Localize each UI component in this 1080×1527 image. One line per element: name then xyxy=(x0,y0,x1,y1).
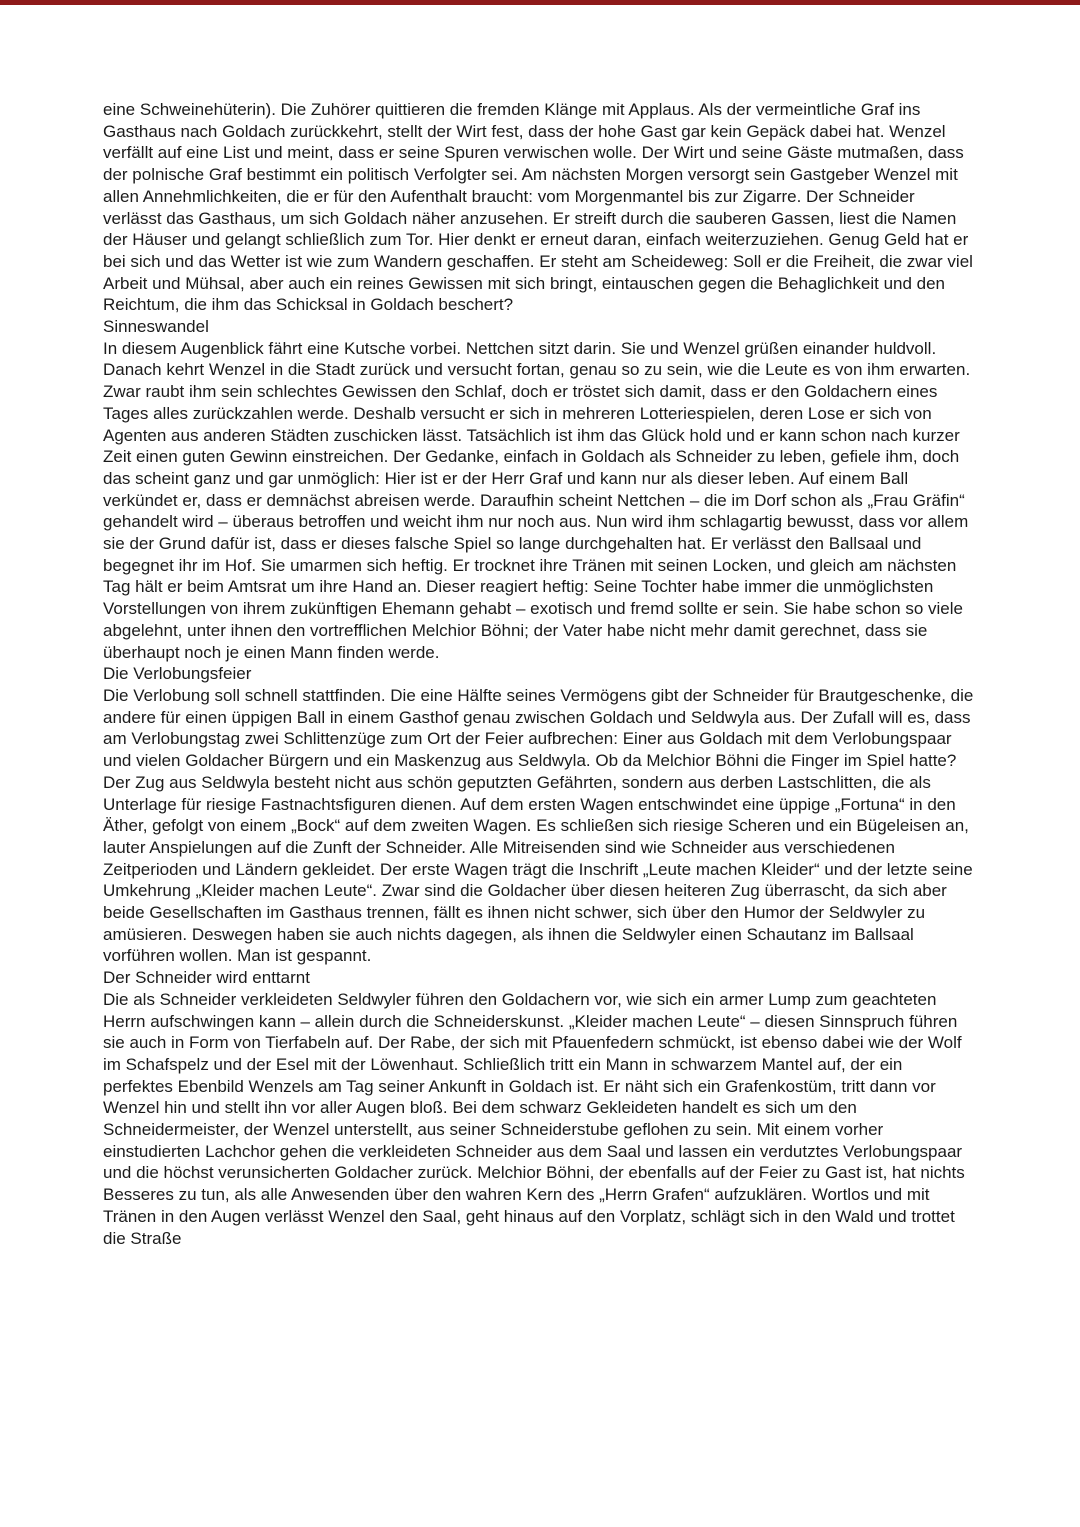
section-heading: Der Schneider wird enttarnt xyxy=(103,968,310,988)
body-paragraph: eine Schweinehüterin). Die Zuhörer quittieren die fremden Klänge mit Applaus. Als der vermeintliche Graf ins Gasthaus nach Goldach zurückkehrt, stellt der Wirt fest, dass der hohe Gast gar kein Gepäck dabei hat. Wenzel verfällt auf eine List und meint, dass er seine Spuren verwischen wolle. Der Wirt und seine Gäste mutmaßen, dass der polnische Graf bestimmt ein politisch Verfolgter sei. Am nächsten Morgen versorgt sein Gastgeber Wenzel mit allen Annehmlichkeiten, die er für den Aufenthalt braucht: vom Morgenmantel bis zur Zigarre. Der Schneider verlässt das Gasthaus, um sich Goldach näher anzusehen. Er streift durch die sauberen Gassen, liest die Namen der Häuser und gelangt schließlich zum Tor. Hier denkt er erneut daran, einfach weiterzuziehen. Genug Geld hat er bei sich und das Wetter ist wie zum Wandern geschaffen. Er steht am Scheideweg: Soll er die Freiheit, die zwar viel Arbeit und Mühsal, aber auch ein reines Gewissen mit sich bringt, eintauschen gegen die Behaglichkeit und den Reichtum, die ihm das Schicksal in Goldach beschert? xyxy=(103,100,973,315)
document-body xyxy=(103,99,976,1249)
section-heading: Sinneswandel xyxy=(103,317,209,337)
top-edge-bar xyxy=(0,0,1080,5)
body-paragraph: Die Verlobung soll schnell stattfinden. Die eine Hälfte seines Vermögens gibt der Schneider für Brautgeschenke, die andere für einen üppigen Ball in einem Gasthof genau zwischen Goldach und Seldwyla aus. Der Zufall will es, dass am Verlobungstag zwei Schlittenzüge zum Ort der Feier aufbrechen: Einer aus Goldach mit dem Verlobungspaar und vielen Goldacher Bürgern und ein Maskenzug aus Seldwyla. Ob da Melchior Böhni die Finger im Spiel hatte? Der Zug aus Seldwyla besteht nicht aus schön geputzten Gefährten, sondern aus derben Lastschlitten, die als Unterlage für riesige Fastnachtsfiguren dienen. Auf dem ersten Wagen entschwindet eine üppige „Fortuna“ in den Äther, gefolgt von einem „Bock“ auf dem zweiten Wagen. Es schließen sich riesige Scheren und ein Bügeleisen an, lauter Anspielungen auf die Zunft der Schneider. Alle Mitreisenden sind wie Schneider aus verschiedenen Zeitperioden und Ländern gekleidet. Der erste Wagen trägt die Inschrift „Leute machen Kleider“ und der letzte seine Umkehrung „Kleider machen Leute“. Zwar sind die Goldacher über diesen heiteren Zug überrascht, da sich aber beide Gesellschaften im Gasthaus trennen, fällt es ihnen nicht schwer, sich über den Humor der Seldwyler zu amüsieren. Deswegen haben sie auch nichts dagegen, als ihnen die Seldwyler einen Schautanz im Ballsaal vorführen wollen. Man ist gespannt. xyxy=(103,685,974,966)
body-paragraph: Die als Schneider verkleideten Seldwyler führen den Goldachern vor, wie sich ein armer Lump zum geachteten Herrn aufschwingen kann – allein durch die Schneiderskunst. „Kleider machen Leute“ – diesen Sinnspruch führen sie auch in Form von Tierfabeln auf. Der Rabe, der sich mit Pfauenfedern schmückt, ist ebenso dabei wie der Wolf im Schafspelz und der Esel mit der Löwenhaut. Schließlich tritt ein Mann in schwarzem Mantel auf, der ein perfektes Ebenbild Wenzels am Tag seiner Ankunft in Goldach ist. Er näht sich ein Grafenkostüm, tritt dann vor Wenzel hin und stellt ihn vor aller Augen bloß. Bei dem schwarz Gekleideten handelt es sich um den Schneidermeister, der Wenzel unterstellt, aus seiner Schneiderstube geflohen zu sein. Mit einem vorher einstudierten Lachchor gehen die verkleideten Schneider aus dem Saal und lassen ein verdutztes Verlobungspaar und die höchst verunsicherten Goldacher zurück. Melchior Böhni, der ebenfalls auf der Feier zu Gast ist, hat nichts Besseres zu tun, als alle Anwesenden über den wahren Kern des „Herrn Grafen“ aufzuklären. Wortlos und mit Tränen in den Augen verlässt Wenzel den Saal, geht hinaus auf den Vorplatz, schlägt sich in den Wald und trottet die Straße xyxy=(103,989,965,1248)
body-paragraph: In diesem Augenblick fährt eine Kutsche vorbei. Nettchen sitzt darin. Sie und Wenzel grüßen einander huldvoll. Danach kehrt Wenzel in die Stadt zurück und versucht fortan, genau so zu sein, wie die Leute es von ihm erwarten. Zwar raubt ihm sein schlechtes Gewissen den Schlaf, doch er tröstet sich damit, dass er den Goldachern eines Tages alles zurückzahlen werde. Deshalb versucht er sich in mehreren Lotteriespielen, deren Lose er sich von Agenten aus anderen Städten zuschicken lässt. Tatsächlich ist ihm das Glück hold und er kann schon nach kurzer Zeit einen guten Gewinn einstreichen. Der Gedanke, einfach in Goldach als Schneider zu leben, gefiele ihm, doch das scheint ganz und gar unmöglich: Hier ist er der Herr Graf und kann nur als dieser leben. Auf einem Ball verkündet er, dass er demnächst abreisen werde. Daraufhin scheint Nettchen – die im Dorf schon als „Frau Gräfin“ gehandelt wird – überaus betroffen und weicht ihm nur noch aus. Nun wird ihm schlagartig bewusst, dass vor allem sie der Grund dafür ist, dass er dieses falsche Spiel so lange durchgehalten hat. Er verlässt den Ballsaal und begegnet ihr im Hof. Sie umarmen sich heftig. Er trocknet ihre Tränen mit seinen Locken, und gleich am nächsten Tag hält er beim Amtsrat um ihre Hand an. Dieser reagiert heftig: Seine Tochter habe immer die unmöglichsten Vorstellungen von ihrem zukünftigen Ehemann gehabt – exotisch und fremd sollte er sein. Sie habe schon so viele abgelehnt, unter ihnen den vortrefflichen Melchior Böhni; der Vater habe nicht mehr damit gerechnet, dass sie überhaupt noch je einen Mann finden werde. xyxy=(103,338,971,662)
section-heading: Die Verlobungsfeier xyxy=(103,664,252,684)
